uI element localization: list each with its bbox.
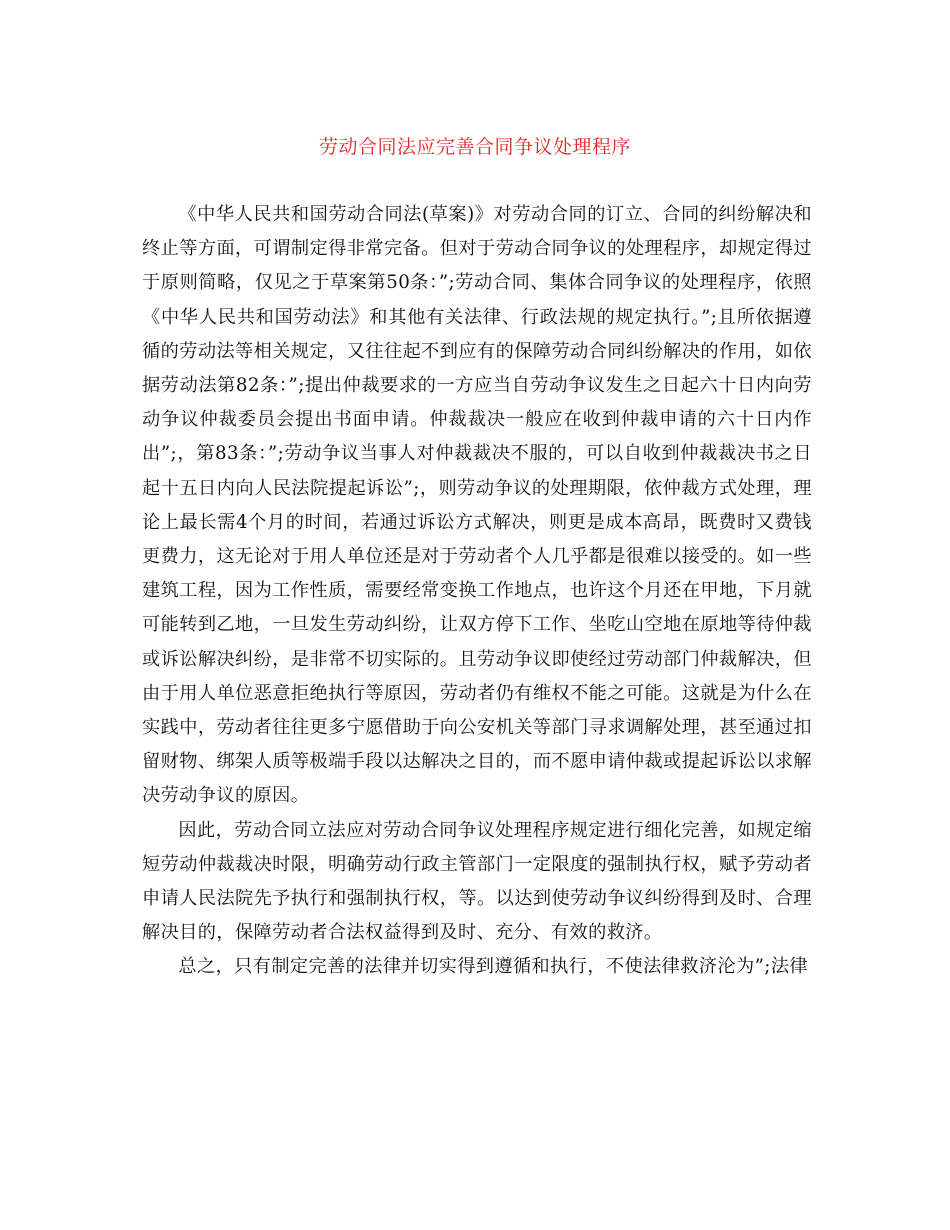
- document-title: 劳动合同法应完善合同争议处理程序: [318, 136, 631, 158]
- paragraph-3: 总之，只有制定完善的法律并切实得到遵循和执行，不使法律救济沦为”;法律: [178, 956, 809, 978]
- paragraph-2: 因此，劳动合同立法应对劳动合同争议处理程序规定进行细化完善，如规定缩短劳动仲裁裁决时限，明确劳动行政主管部门一定限度的强制执行权，赋予劳动者申请人民法院先予执行和强制执行权，等。以达到使劳动争议纠纷得到及时、合理解决目的，保障劳动者合法权益得到及时、充分、有效的救济。: [142, 819, 812, 944]
- document-body: [142, 198, 812, 985]
- paragraph-1: 《中华人民共和国劳动合同法(草案)》对劳动合同的订立、合同的纠纷解决和终止等方面，可谓制定得非常完备。但对于劳动合同争议的处理程序，却规定得过于原则简略，仅见之于草案第50条：”;劳动合同、集体合同争议的处理程序，依照《中华人民共和国劳动法》和其他有关法律、行政法规的规定执行。”;且所依据遵循的劳动法等相关规定，又往往起不到应有的保障劳动合同纠纷解决的作用，如依据劳动法第82条：”;提出仲裁要求的一方应当自劳动争议发生之日起六十日内向劳动争议仲裁委员会提出书面申请。仲裁裁决一般应在收到仲裁申请的六十日内作出”;，第83条：”;劳动争议当事人对仲裁裁决不服的，可以自收到仲裁裁决书之日起十五日内向人民法院提起诉讼”;，则劳动争议的处理期限，依仲裁方式处理，理论上最长需4个月的时间，若通过诉讼方式解决，则更是成本高昂，既费时又费钱更费力，这无论对于用人单位还是对于劳动者个人几乎都是很难以接受的。如一些建筑工程，因为工作性质，需要经常变换工作地点，也许这个月还在甲地，下月就可能转到乙地，一旦发生劳动纠纷，让双方停下工作、坐吃山空地在原地等待仲裁或诉讼解决纠纷，是非常不切实际的。且劳动争议即使经过劳动部门仲裁解决，但由于用人单位恶意拒绝执行等原因，劳动者仍有维权不能之可能。这就是为什么在实践中，劳动者往往更多宁愿借助于向公安机关等部门寻求调解处理，甚至通过扣留财物、绑架人质等极端手段以达解决之目的，而不愿申请仲裁或提起诉讼以求解决劳动争议的原因。: [142, 204, 812, 807]
